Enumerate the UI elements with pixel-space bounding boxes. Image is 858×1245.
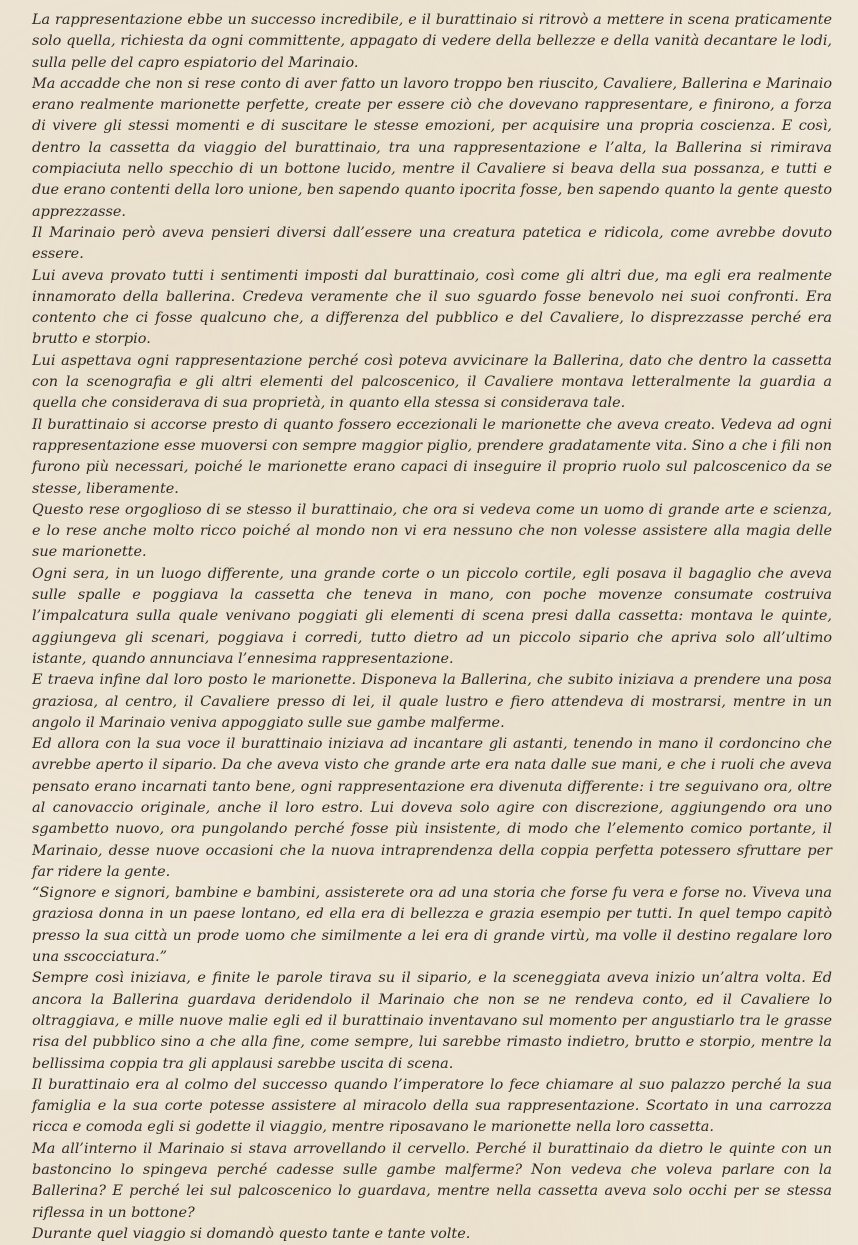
paragraph: Ma all’interno il Marinaio si stava arrovellando il cervello. Perché il burattinaio da dietro le quinte con un bastoncino lo spingeva perché cadesse sulle gambe malferme? Non vedeva che voleva parlare con la Ballerina? E perché lei sul palcoscenico lo guardava, mentre nella cassetta aveva solo occhi per se stessa riflessa in un bottone?	[32, 1140, 832, 1221]
paragraph: Ed allora con la sua voce il burattinaio iniziava ad incantare gli astanti, tenendo in mano il cordoncino che avrebbe aperto il sipario. Da che aveva visto che grande arte era nata dalle sue mani, e che i ruoli che aveva pensato erano incarnati tanto bene, ogni rappresentazione era divenuta differente: i tre seguivano ora, oltre al canovaccio originale, anche il loro estro. Lui doveva solo agire con discrezione, aggiungendo ora uno sgambetto nuovo, ora pungolando perché fosse più insistente, di modo che l’elemento comico portante, il Marinaio, desse nuove occasioni che la nuova intraprendenza della coppia perfetta potessero sfruttare per far ridere la gente.	[32, 736, 832, 880]
paragraph: “Signore e signori, bambine e bambini, assisterete ora ad una storia che forse fu vera e forse no. Viveva una graziosa donna in un paese lontano, ed ella era di bellezza e grazia esempio per tutti. In quel tempo capitò presso la sua città un prode uomo che similmente a lei era di grande virtù, ma volle il destino regalare loro una sscocciatura.”	[32, 885, 832, 966]
paragraph: Questo rese orgoglioso di se stesso il burattinaio, che ora si vedeva come un uomo di grande arte e scienza, e lo rese anche molto ricco poiché al mondo non vi era nessuno che non volesse assistere alla magia delle sue marionette.	[32, 501, 832, 561]
paragraph: Lui aspettava ogni rappresentazione perché così poteva avvicinare la Ballerina, dato che dentro la cassetta con la scenografia e gli altri elementi del palcoscenico, il Cavaliere montava letteralmente la guardia a quella che considerava di sua proprietà, in quanto ella stessa si considerava tale.	[32, 352, 832, 412]
paragraph: E traeva infine dal loro posto le marionette. Disponeva la Ballerina, che subito iniziava a prendere una posa graziosa, al centro, il Cavaliere presso di lei, il quale lustro e fiero attendeva di mostrarsi, mentre in un angolo il Marinaio veniva appoggiato sulle sue gambe malferme.	[32, 672, 832, 731]
paragraph: La rappresentazione ebbe un successo incredibile, e il burattinaio si ritrovò a mettere in scena praticamente solo quella, richiesta da ogni committente, appagato di vedere della bellezze e della vanità decantare le lodi, sulla pelle del capro espiatorio del Marinaio.	[32, 12, 832, 71]
paragraph: Sempre così iniziava, e finite le parole tirava su il sipario, e la sceneggiata aveva inizio un’altra volta. Ed ancora la Ballerina guardava deridendolo il Marinaio che non se ne rendeva conto, ed il Cavaliere lo oltraggiava, e mille nuove malie egli ed il burattinaio inventavano sul momento per angustiarlo tra le grasse risa del pubblico sino a che alla fine, come sempre, lui sarebbe rimasto indietro, brutto e storpio, mentre la bellissima coppia tra gli applausi sarebbe uscita di scena.	[32, 970, 832, 1072]
paragraph: Lui aveva provato tutti i sentimenti imposti dal burattinaio, così come gli altri due, ma egli era realmente innamorato della ballerina. Credeva veramente che il suo sguardo fosse benevolo nei suoi confronti. Era contento che ci fosse qualcuno che, a differenza del pubblico e del Cavaliere, lo disprezzasse perché era brutto e storpio.	[32, 267, 832, 348]
paragraph: Il burattinaio era al colmo del successo quando l’imperatore lo fece chiamare al suo palazzo perché la sua famiglia e la sua corte potesse assistere al miracolo della sua rappresentazione. Scortato in una carrozza ricca e comoda egli si godette il viaggio, mentre riposavano le marionette nella loro cassetta.	[32, 1076, 832, 1136]
paragraph: Ma accadde che non si rese conto di aver fatto un lavoro troppo ben riuscito, Cavaliere, Ballerina e Marinaio erano realmente marionette perfette, create per essere ciò che dovevano rappresentare, e finirono, a forza di vivere gli stessi momenti e di suscitare le stesse emozioni, per acquisire una propria coscienza. E così, dentro la cassetta da viaggio del burattinaio, tra una rappresentazione e l’alta, la Ballerina si rimirava compiaciuta nello specchio di un bottone lucido, mentre il Cavaliere si beava della sua possanza, e tutti e due erano contenti della loro unione, ben sapendo quanto ipocrita fosse, ben sapendo quanto la gente questo apprezzasse.	[32, 75, 832, 220]
paragraph: Il burattinaio si accorse presto di quanto fossero eccezionali le marionette che aveva creato. Vedeva ad ogni rappresentazione esse muoversi con sempre maggior piglio, prendere gradatamente vita. Sino a che i fili non furono più necessari, poiché le marionette erano capaci di inseguire il proprio ruolo sul palcoscenico da se stesse, liberamente.	[32, 416, 833, 497]
paragraph: Ogni sera, in un luogo differente, una grande corte o un piccolo cortile, egli posava il bagaglio che aveva sulle spalle e poggiava la cassetta che teneva in mano, con poche movenze consumate costruiva l’impalcatura sulla quale venivano poggiati gli elementi di scena presi dalla cassetta: montava le quinte, aggiungeva gli scenari, poggiava i corredi, tutto dietro ad un piccolo sipario che apriva solo all’ultimo istante, quando annunciava l’ennesima rappresentazione.	[32, 565, 832, 667]
paragraph: Il Marinaio però aveva pensieri diversi dall’essere una creatura patetica e ridicola, come avrebbe dovuto essere.	[32, 224, 832, 263]
paragraph: Durante quel viaggio si domandò questo tante e tante volte.	[32, 1225, 471, 1242]
